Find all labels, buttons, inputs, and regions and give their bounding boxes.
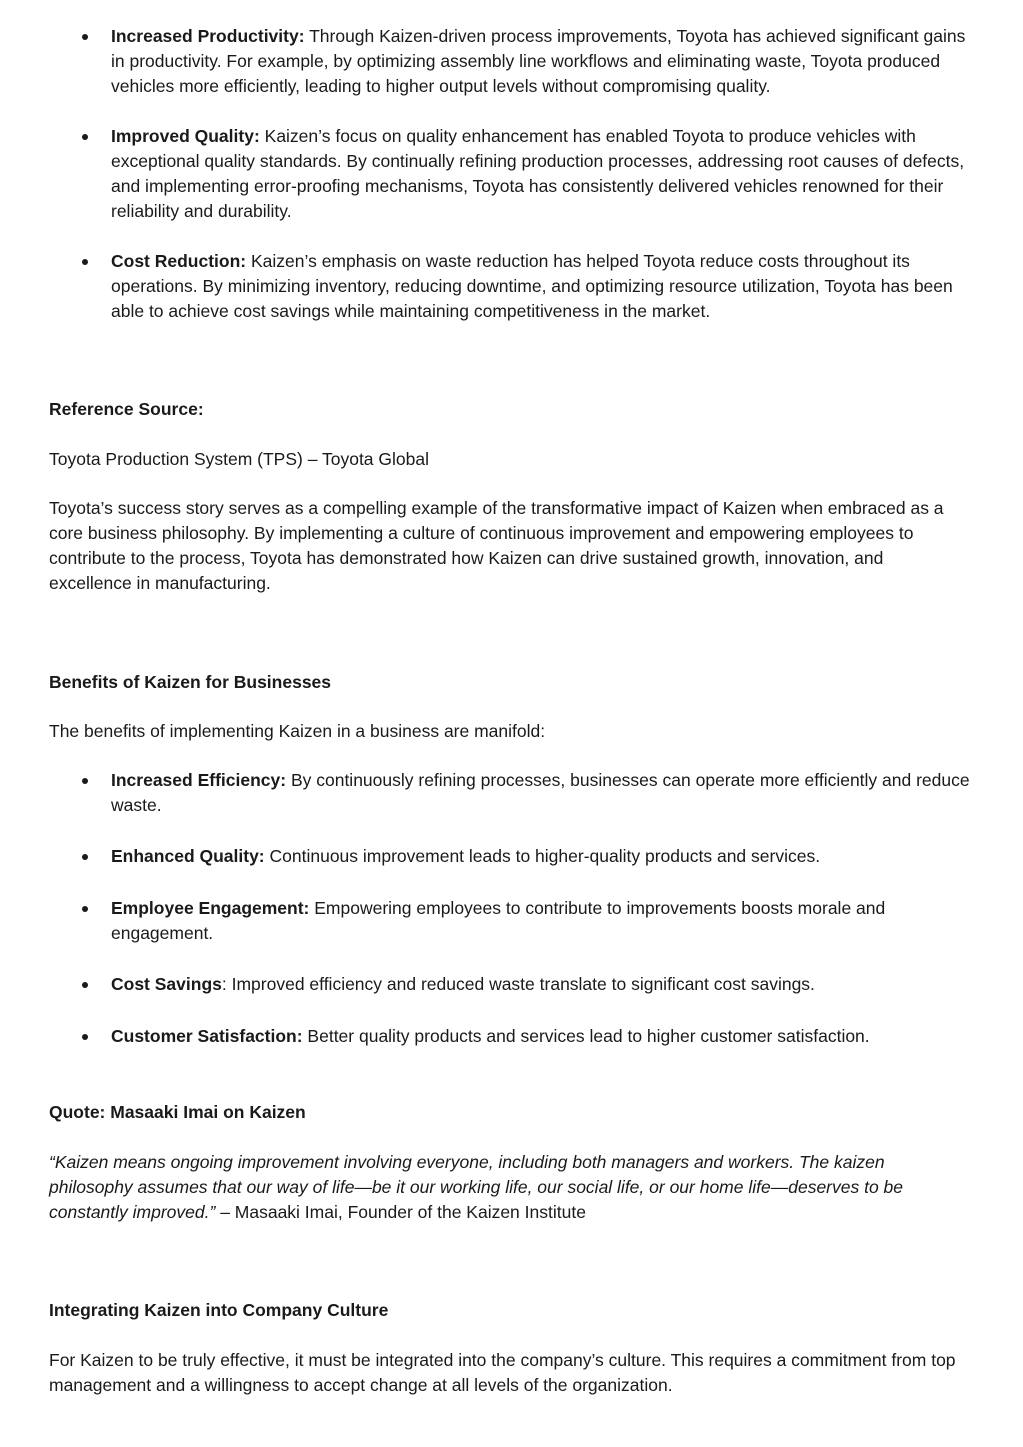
item-label: Improved Quality: [111,126,260,146]
item-label: Employee Engagement: [111,898,310,918]
item-label: Customer Satisfaction: [111,1026,303,1046]
item-label: Cost Savings [111,974,222,994]
quote-block [49,1150,969,1225]
reference-source: Toyota Production System (TPS) – Toyota Global [49,449,429,469]
quote-attribution: – Masaaki Imai, Founder of the Kaizen Institute [215,1202,586,1222]
quote-heading: Quote: Masaaki Imai on Kaizen [49,1102,306,1122]
reference-heading: Reference Source: [49,399,204,419]
item-label: Cost Reduction: [111,251,247,271]
item-text: Through Kaizen-driven process improvements, Toyota has achieved significant gains in productivity. For example, by optimizing assembly line workflows and eliminating waste, Toyota produced vehicles more efficiently, leading to higher output levels without compromising quality. [111,26,966,96]
item-label: Increased Productivity: [111,26,305,46]
list-item [111,249,971,324]
item-text: Empowering employees to contribute to improvements boosts morale and engagement. [111,898,886,943]
item-label: Increased Efficiency: [111,770,287,790]
reference-summary: Toyota’s success story serves as a compelling example of the transformative impact of Kaizen when embraced as a core business philosophy. By implementing a culture of continuous improvement and empowering employees to contribute to the process, Toyota has demonstrated how Kaizen can drive sustained growth, innovation, and excellence in manufacturing. [49,498,944,593]
list-item [111,844,971,869]
item-text: By continuously refining processes, businesses can operate more efficiently and reduce waste. [111,770,970,815]
item-label: Enhanced Quality: [111,846,265,866]
list-item [111,1024,971,1049]
list-item [111,768,971,818]
benefits-intro: The benefits of implementing Kaizen in a business are manifold: [49,721,546,741]
item-text: Kaizen’s focus on quality enhancement has enabled Toyota to produce vehicles with exceptional quality standards. By continually refining production processes, addressing root causes of defects, and implementing error-proofing mechanisms, Toyota has consistently delivered vehicles renowned for their reliability and durability. [111,126,965,221]
benefits-heading: Benefits of Kaizen for Businesses [49,672,332,692]
culture-text: For Kaizen to be truly effective, it must be integrated into the company’s culture. This requires a commitment from top management and a willingness to accept change at all levels of the organization. [49,1350,956,1395]
culture-heading: Integrating Kaizen into Company Culture [49,1300,389,1320]
list-item [111,896,971,946]
list-item [111,972,971,997]
item-text: Kaizen’s emphasis on waste reduction has helped Toyota reduce costs throughout its operations. By minimizing inventory, reducing downtime, and optimizing resource utilization, Toyota has been able to achieve cost savings while maintaining competitiveness in the market. [111,251,953,321]
item-text: Continuous improvement leads to higher-quality products and services. [264,846,821,866]
list-item [111,124,971,224]
item-text: : Improved efficiency and reduced waste translate to significant cost savings. [221,974,815,994]
list-item [111,24,971,99]
quote-text: “Kaizen means ongoing improvement involving everyone, including both managers and workers. The kaizen philosophy assumes that our way of life—be it our working life, our social life, or our home life—deserves to be constantly improved.” [49,1152,904,1222]
item-text: Better quality products and services lead to higher customer satisfaction. [302,1026,870,1046]
